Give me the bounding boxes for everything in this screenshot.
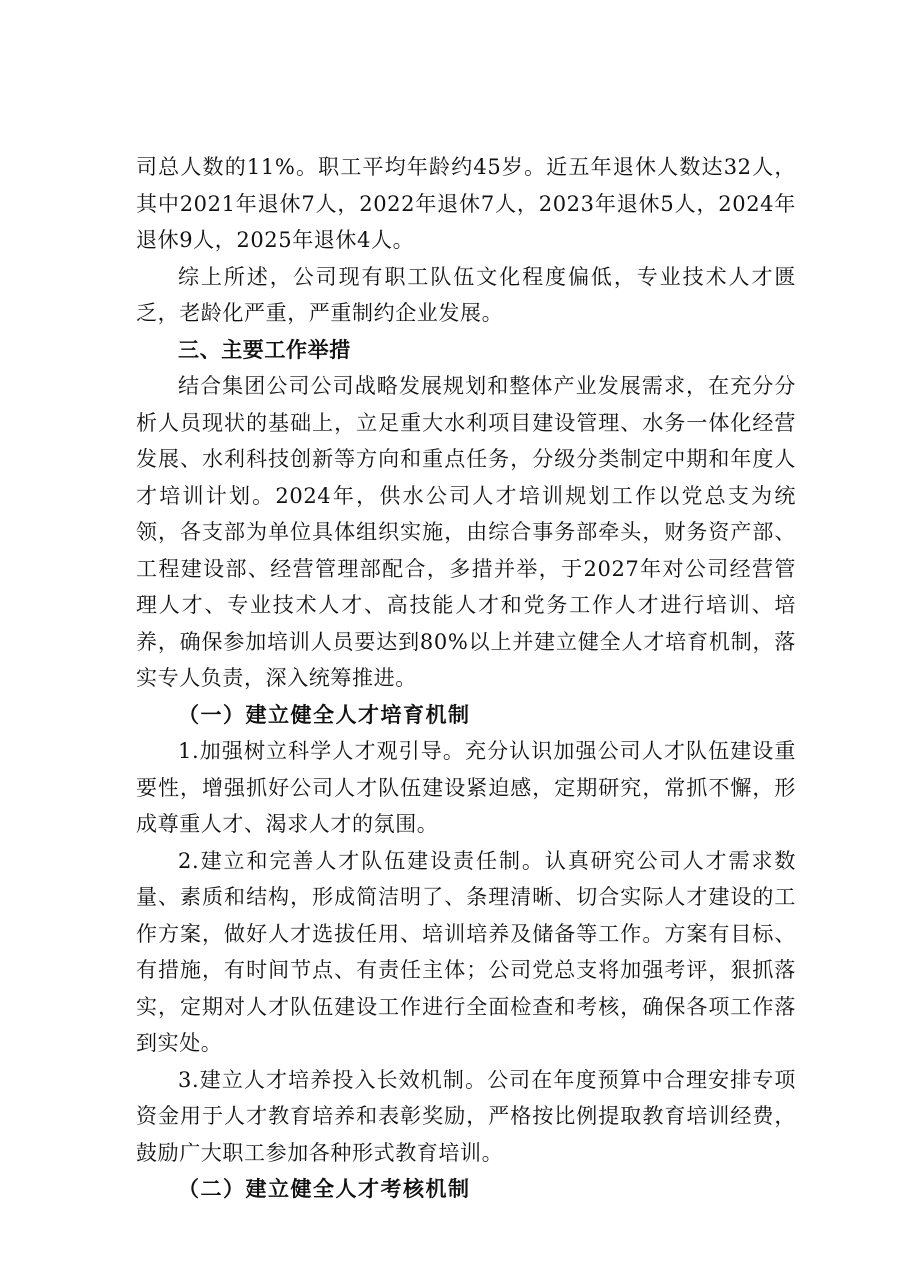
subsection-heading-training-mechanism: （一）建立健全人才培育机制 (178, 701, 471, 727)
paragraph-summary: 综上所述，公司现有职工队伍文化程度偏低，专业技术人才匮乏，老龄化严重，严重制约企业发展。 (136, 264, 796, 325)
paragraph-item-1: 1.加强树立科学人才观引导。充分认识加强公司人才队伍建设重要性，增强抓好公司人才队伍建设紧迫感，定期研究，常抓不懈，形成尊重人才、渴求人才的氛围。 (136, 739, 796, 836)
paragraph-staff-stats: 司总人数的11%。职工平均年龄约45岁。近五年退休人数达32人，其中2021年退休7人，2022年退休7人，2023年退休5人，2024年退休9人，2025年退休4人。 (136, 155, 796, 252)
section-heading-main-measures: 三、主要工作举措 (178, 337, 351, 362)
paragraph-item-2: 2.建立和完善人才队伍建设责任制。认真研究公司人才需求数量、素质和结构，形成简洁明了、条理清晰、切合实际人才建设的工作方案，做好人才选拔任用、培训培养及储备等工作。方案有目标、有措施，有时间节点、有责任主体；公司党总支将加强考评，狠抓落实，定期对人才队伍建设工作进行全面检查和考核，确保各项工作落到实处。 (136, 848, 796, 1055)
document-body (136, 149, 796, 1208)
paragraph-item-3: 3.建立人才培养投入长效机制。公司在年度预算中合理安排专项资金用于人才教育培养和表彰奖励，严格按比例提取教育培训经费，鼓励广大职工参加各种形式教育培训。 (136, 1067, 796, 1165)
paragraph-measures-intro: 结合集团公司公司战略发展规划和整体产业发展需求，在充分分析人员现状的基础上，立足重大水利项目建设管理、水务一体化经营发展、水利科技创新等方向和重点任务，分级分类制定中期和年度人才培训计划。2024年，供水公司人才培训规划工作以党总支为统领，各支部为单位具体组织实施，由综合事务部牵头，财务资产部、工程建设部、经营管理部配合，多措并举，于2027年对公司经营管理人才、专业技术人才、高技能人才和党务工作人才进行培训、培养，确保参加培训人员要达到80%以上并建立健全人才培育机制，落实专人负责，深入统筹推进。 (136, 374, 796, 690)
subsection-heading-assessment-mechanism: （二）建立健全人才考核机制 (178, 1176, 471, 1201)
